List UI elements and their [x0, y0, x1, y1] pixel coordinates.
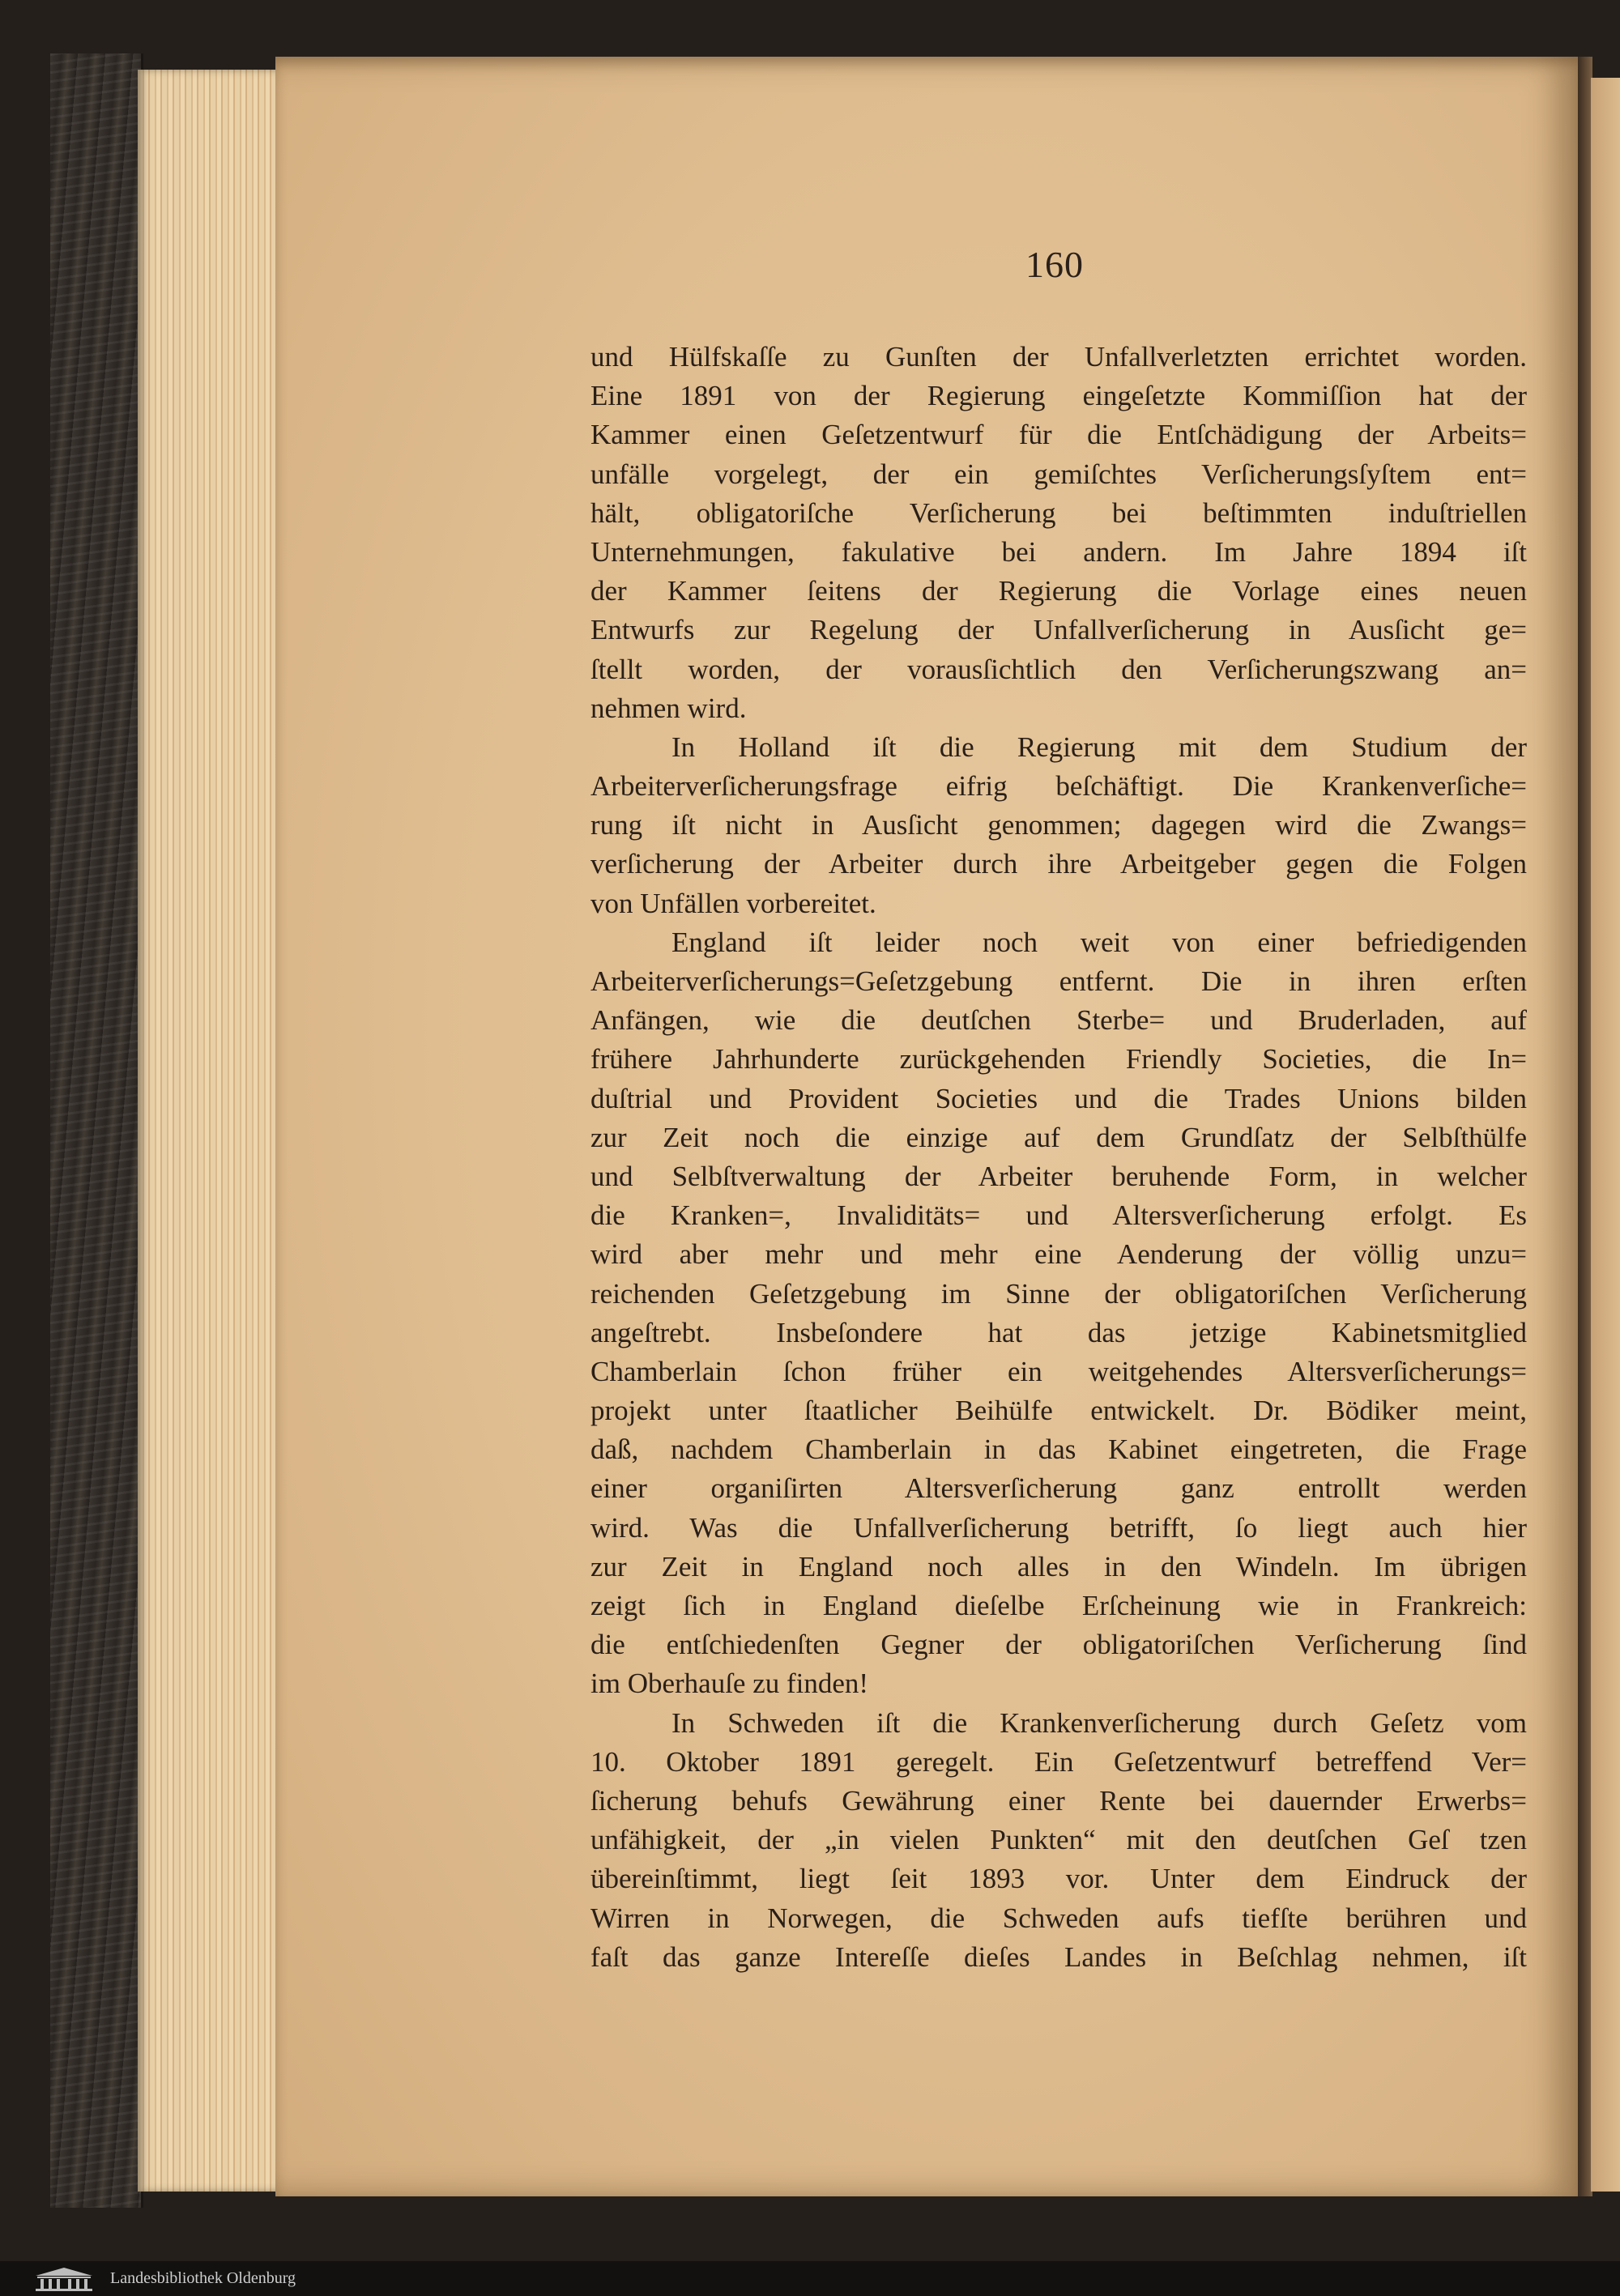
text-line: In Holland iſt die Regierung mit dem Studium der: [671, 731, 1527, 763]
text-line: und Selbſtverwaltung der Arbeiter beruhende Form, in welcher: [590, 1160, 1527, 1192]
text-line: rung iſt nicht in Ausſicht genommen; dagegen wird die Zwangs=: [590, 809, 1527, 841]
text-line: 10. Oktober 1891 geregelt. Ein Geſetzentwurf betreffend Ver=: [590, 1745, 1527, 1778]
text-line: die Kranken=, Invaliditäts= und Altersverſicherung erfolgt. Es: [590, 1199, 1527, 1232]
cover-binding: [50, 53, 143, 2208]
facing-page-edge: [1591, 78, 1620, 2192]
text-block: [590, 338, 1527, 1977]
text-line: zeigt ſich in England dieſelbe Erſcheinung wie in Frankreich:: [590, 1590, 1527, 1621]
text-line: projekt unter ſtaatlicher Beihülfe entwickelt. Dr. Bödiker meint,: [590, 1395, 1527, 1427]
text-line: übereinſtimmt, liegt ſeit 1893 vor. Unter dem Eindruck der: [590, 1863, 1527, 1895]
text-line: und Hülfskaſſe zu Gunſten der Unfallverletzten errichtet worden.: [590, 341, 1527, 373]
text-line: angeſtrebt. Insbeſondere hat das jetzige Kabinetsmitglied: [590, 1316, 1527, 1348]
text-line: unfälle vorgelegt, der ein gemiſchtes Verſicherungsſyſtem ent=: [590, 458, 1527, 490]
text-line: Kammer einen Geſetzentwurf für die Entſchädigung der Arbeits=: [590, 419, 1527, 451]
text-line: daß, nachdem Chamberlain in das Kabinet eingetreten, die Frage: [590, 1433, 1527, 1466]
library-building-icon: [32, 2266, 96, 2292]
paragraph: [590, 728, 1527, 923]
text-line: duſtrial und Provident Societies und die Trades Unions bilden: [590, 1082, 1527, 1114]
text-line: reichenden Geſetzgebung im Sinne der obligatoriſchen Verſicherung: [590, 1277, 1527, 1310]
text-line: nehmen wird.: [590, 692, 747, 724]
paragraph: [590, 338, 1527, 728]
text-line: die entſchiedenſten Gegner der obligatoriſchen Verſicherung ſind: [590, 1629, 1527, 1661]
text-line: Eine 1891 von der Regierung eingeſetzte Kommiſſion hat der: [590, 380, 1527, 412]
text-line: zur Zeit noch die einzige auf dem Grundſatz der Selbſthülfe: [590, 1121, 1527, 1153]
text-line: unfähigkeit, der „in vielen Punkten“ mit den deutſchen Geſ tzen: [590, 1824, 1527, 1856]
page-edges: [138, 70, 284, 2192]
text-line: von Unfällen vorbereitet.: [590, 887, 876, 919]
text-line: Chamberlain ſchon früher ein weitgehendes Altersverſicherungs=: [590, 1355, 1527, 1387]
paragraph: [590, 923, 1527, 1704]
library-name: Landesbibliothek Oldenburg: [110, 2269, 296, 2287]
text-line: Arbeiterverſicherungsfrage eifrig beſchäftigt. Die Krankenverſiche=: [590, 770, 1527, 803]
text-line: Arbeiterverſicherungs=Geſetzgebung entfernt. Die in ihren erſten: [590, 965, 1527, 997]
text-line: faſt das ganze Intereſſe dieſes Landes in Beſchlag nehmen, iſt: [590, 1940, 1527, 1973]
text-line: In Schweden iſt die Krankenverſicherung durch Geſetz vom: [671, 1706, 1527, 1739]
text-line: England iſt leider noch weit von einer befriedigenden: [671, 926, 1527, 958]
text-line: Wirren in Norwegen, die Schweden aufs tiefſte berühren und: [590, 1902, 1527, 1934]
text-line: im Oberhauſe zu finden!: [590, 1668, 869, 1700]
text-line: wird aber mehr und mehr eine Aenderung der völlig unzu=: [590, 1238, 1527, 1271]
text-line: Unternehmungen, fakulative bei andern. Im Jahre 1894 iſt: [590, 535, 1527, 568]
footer-bar: [0, 2261, 1620, 2296]
text-line: Anfängen, wie die deutſchen Sterbe= und Bruderladen, auf: [590, 1004, 1527, 1037]
text-line: der Kammer ſeitens der Regierung die Vorlage eines neuen: [590, 575, 1527, 607]
text-line: wird. Was die Unfallverſicherung betrifft, ſo liegt auch hier: [590, 1511, 1527, 1544]
text-line: frühere Jahrhunderte zurückgehenden Friendly Societies, die In=: [590, 1043, 1527, 1076]
text-line: Entwurfs zur Regelung der Unfallverſicherung in Ausſicht ge=: [590, 614, 1527, 646]
paragraph: [590, 1704, 1527, 1977]
text-line: hält, obligatoriſche Verſicherung bei beſtimmten induſtriellen: [590, 496, 1527, 529]
page-number: 160: [1025, 244, 1084, 285]
text-line: verſicherung der Arbeiter durch ihre Arbeitgeber gegen die Folgen: [590, 848, 1527, 880]
text-line: einer organiſirten Altersverſicherung ganz entrollt werden: [590, 1472, 1527, 1505]
text-line: ſtellt worden, der vorausſichtlich den Verſicherungszwang an=: [590, 653, 1527, 685]
text-line: ſicherung behufs Gewährung einer Rente bei dauernder Erwerbs=: [590, 1784, 1527, 1817]
text-line: zur Zeit in England noch alles in den Windeln. Im übrigen: [590, 1550, 1527, 1582]
